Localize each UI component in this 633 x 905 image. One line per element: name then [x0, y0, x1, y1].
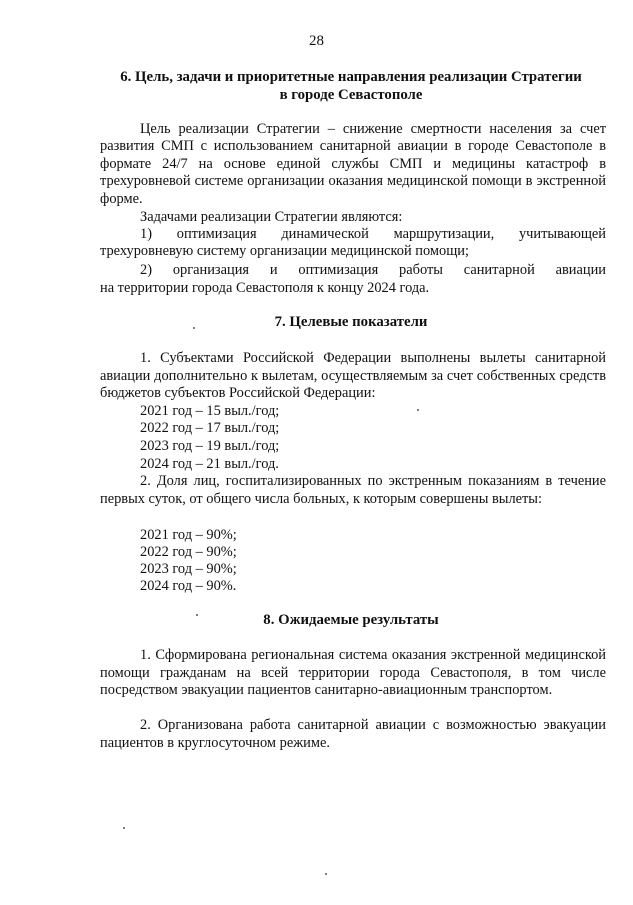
goal-paragraph: Цель реализации Стратегии – снижение смертности населения за счет развития СМП с использованием санитарной авиации в городе Севастополе в формате 24/7 на основе единой службы СМП и медицины катастроф в трехуровневой системе организации оказания медицинской помощи в экстренной форме.: [100, 121, 606, 207]
scan-speck: [196, 614, 198, 616]
scan-speck: [193, 327, 195, 329]
page-number: 28: [309, 33, 324, 49]
section-7-heading: 7. Целевые показатели: [274, 314, 428, 330]
flights-2024: 2024 год – 21 выл./год.: [140, 456, 279, 472]
section-6-title-line-2: в городе Севастополе: [279, 87, 423, 103]
section-6-title-line-1: 6. Цель, задачи и приоритетные направления реализации Стратегии: [120, 69, 582, 85]
share-2022: 2022 год – 90%;: [140, 544, 237, 560]
task-1-line-2: трехуровневую систему организации медицинской помощи;: [100, 243, 470, 259]
flights-2022: 2022 год – 17 выл./год;: [140, 420, 280, 436]
target-item-1: 1. Субъектами Российской Федерации выполнены вылеты санитарной авиации дополнительно к вылетам, осуществляемым за счет собственных средств бюджетов субъектов Российской Федерации:: [100, 350, 606, 401]
task-2-line-1: 2) организация и оптимизация работы санитарной авиации: [140, 262, 606, 278]
share-2023: 2023 год – 90%;: [140, 561, 237, 577]
share-2024: 2024 год – 90%.: [140, 578, 237, 594]
scan-speck: [417, 409, 419, 411]
tasks-intro: Задачами реализации Стратегии являются:: [140, 209, 403, 225]
target-item-2: 2. Доля лиц, госпитализированных по экстренным показаниям в течение первых суток, от общего числа больных, к которым совершены вылеты:: [100, 473, 606, 507]
share-2021: 2021 год – 90%;: [140, 527, 237, 543]
flights-2021: 2021 год – 15 выл./год;: [140, 403, 280, 419]
flights-2023: 2023 год – 19 выл./год;: [140, 438, 280, 454]
scan-speck: [123, 827, 125, 829]
task-1-line-1: 1) оптимизация динамической маршрутизации, учитывающей: [140, 226, 606, 242]
section-6-heading: [100, 68, 602, 104]
task-2-line-2: на территории города Севастополя к концу 2024 года.: [100, 280, 430, 296]
section-8-heading: 8. Ожидаемые результаты: [263, 612, 439, 628]
result-1: 1. Сформирована региональная система оказания экстренной медицинской помощи гражданам на всей территории города Севастополя, в том числе посредством эвакуации пациентов санитарно-авиационным транспортом.: [100, 647, 606, 698]
scan-speck: [325, 873, 327, 875]
result-2: 2. Организована работа санитарной авиации с возможностью эвакуации пациентов в круглосуточном режиме.: [100, 717, 606, 751]
